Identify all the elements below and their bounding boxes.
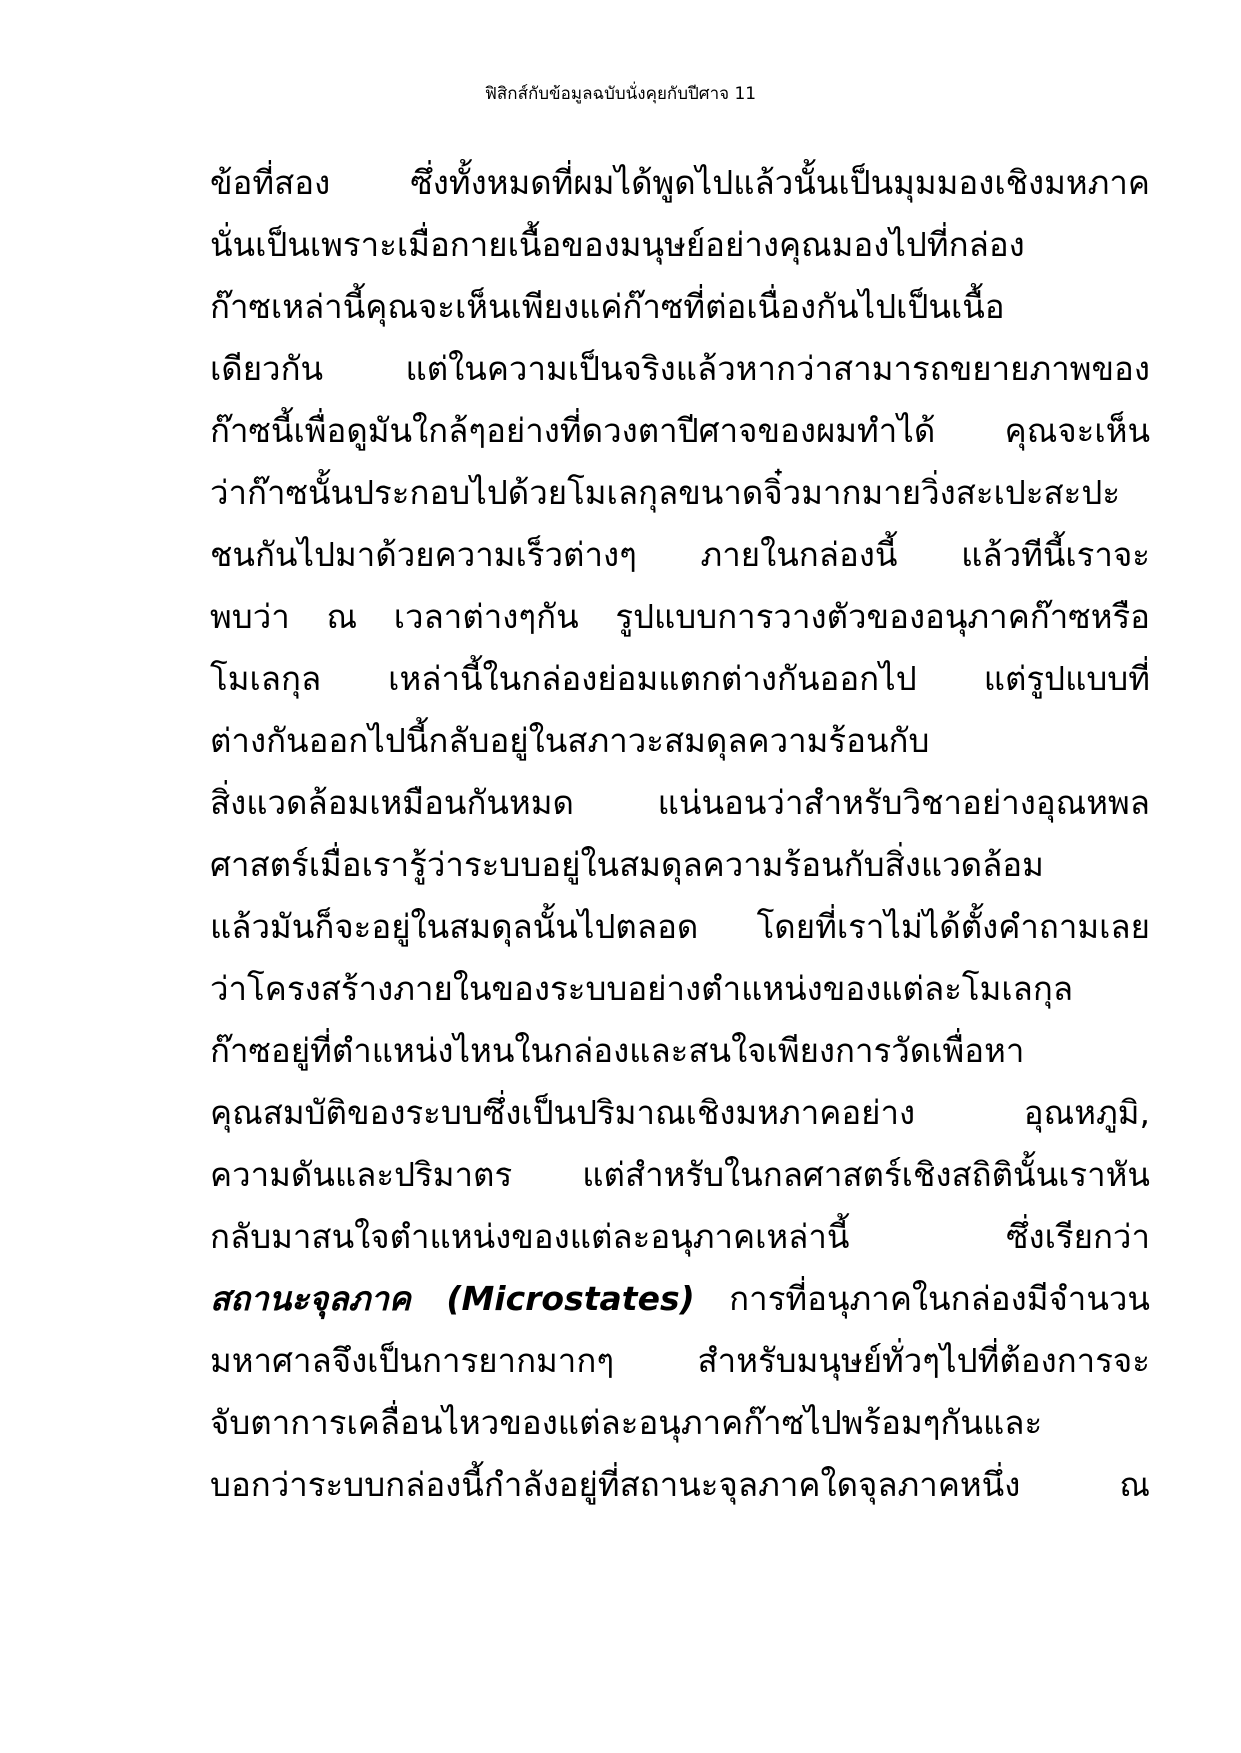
text-line-15: ก๊าซอยู่ที่ตำแหน่งไหนในกล่องและสนใจเพียงการวัดเพื่อหา <box>210 1031 1025 1070</box>
text-line-21: จับตาการเคลื่อนไหวของแต่ละอนุภาคก๊าซไปพร้อมๆกันและ <box>210 1403 1043 1442</box>
text-line-13: แล้วมันก็จะอยู่ในสมดุลนั้นไปตลอด โดยที่เราไม่ได้ตั้งคำถามเลย <box>210 907 1150 946</box>
body-text <box>210 152 1150 1516</box>
text-line-1: ข้อที่สอง ซึ่งทั้งหมดที่ผมได้พูดไปแล้วนั้นเป็นมุมมองเชิงมหภาค <box>210 163 1150 202</box>
microstates-term: สถานะจุลภาค (Microstates) <box>210 1279 695 1318</box>
text-line-20: มหาศาลจึงเป็นการยากมากๆ สำหรับมนุษย์ทั่วๆไปที่ต้องการจะ <box>210 1341 1150 1380</box>
text-line-9: โมเลกุล เหล่านี้ในกล่องย่อมแตกต่างกันออกไป แต่รูปแบบที่ <box>210 659 1150 698</box>
text-line-22: บอกว่าระบบกล่องนี้กำลังอยู่ที่สถานะจุลภาคใดจุลภาคหนึ่ง ณ <box>210 1465 1150 1504</box>
page-header: ฟิสิกส์กับข้อมูลฉบับนั่งคุยกับปีศาจ 11 <box>484 84 757 104</box>
text-line-7: ชนกันไปมาด้วยความเร็วต่างๆ ภายในกล่องนี้ แล้วทีนี้เราจะ <box>210 535 1150 574</box>
text-line-10: ต่างกันออกไปนี้กลับอยู่ในสภาวะสมดุลความร้อนกับ <box>210 721 930 760</box>
text-line-12: ศาสตร์เมื่อเรารู้ว่าระบบอยู่ในสมดุลความร้อนกับสิ่งแวดล้อม <box>210 845 1044 884</box>
text-line-8: พบว่า ณ เวลาต่างๆกัน รูปแบบการวางตัวของอนุภาคก๊าซหรือ <box>210 597 1150 636</box>
text-line-14: ว่าโครงสร้างภายในของระบบอย่างตำแหน่งของแต่ละโมเลกุล <box>210 969 1074 1008</box>
text-line-19-rest: การที่อนุภาคในกล่องมีจำนวน <box>694 1279 1150 1318</box>
text-line-5: ก๊าซนี้เพื่อดูมันใกล้ๆอย่างที่ดวงตาปีศาจของผมทำได้ คุณจะเห็น <box>210 411 1150 450</box>
text-line-2: นั่นเป็นเพราะเมื่อกายเนื้อของมนุษย์อย่างคุณมองไปที่กล่อง <box>210 225 1025 264</box>
text-line-4: เดียวกัน แต่ในความเป็นจริงแล้วหากว่าสามารถขยายภาพของ <box>210 349 1150 388</box>
text-line-16: คุณสมบัติของระบบซึ่งเป็นปริมาณเชิงมหภาคอย่าง อุณหภูมิ, <box>210 1093 1150 1132</box>
text-line-3: ก๊าซเหล่านี้คุณจะเห็นเพียงแค่ก๊าซที่ต่อเนื่องกันไปเป็นเนื้อ <box>210 287 1005 326</box>
text-line-18: กลับมาสนใจตำแหน่งของแต่ละอนุภาคเหล่านี้ ซึ่งเรียกว่า <box>210 1217 1150 1256</box>
text-line-6: ว่าก๊าซนั้นประกอบไปด้วยโมเลกุลขนาดจิ๋วมากมายวิ่งสะเปะสะปะ <box>210 473 1121 512</box>
text-line-17: ความดันและปริมาตร แต่สำหรับในกลศาสตร์เชิงสถิตินั้นเราหัน <box>210 1155 1150 1194</box>
text-line-11: สิ่งแวดล้อมเหมือนกันหมด แน่นอนว่าสำหรับวิชาอย่างอุณหพล <box>210 783 1150 822</box>
text-line-19 <box>210 1268 1150 1330</box>
